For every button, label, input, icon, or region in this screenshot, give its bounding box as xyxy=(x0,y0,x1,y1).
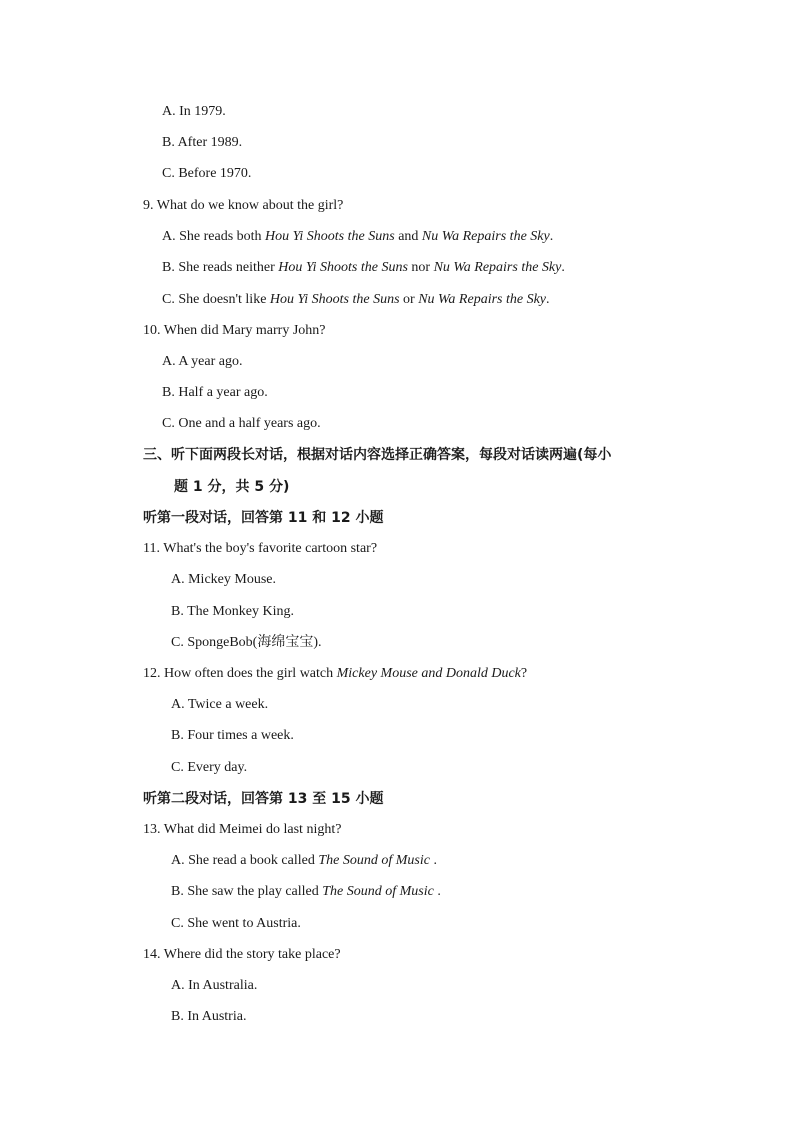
section-heading-line1: 三、听下面两段长对话，根据对话内容选择正确答案，每段对话读两遍(每小 xyxy=(143,447,612,463)
q9-option-b: B. She reads neither Hou Yi Shoots the Suns nor Nu Wa Repairs the Sky. xyxy=(162,260,565,275)
q13-question: 13. What did Meimei do last night? xyxy=(143,822,342,837)
q12-question: 12. How often does the girl watch Mickey Mouse and Donald Duck? xyxy=(143,666,528,681)
q11-option-a: A. Mickey Mouse. xyxy=(171,572,276,587)
q10-question: 10. When did Mary marry John? xyxy=(143,323,326,338)
q14-option-b: B. In Austria. xyxy=(171,1009,247,1024)
q12-option-c: C. Every day. xyxy=(171,760,248,775)
q11-question: 11. What's the boy's favorite cartoon star? xyxy=(143,541,378,556)
q13-option-c: C. She went to Austria. xyxy=(171,916,301,931)
q14-question: 14. Where did the story take place? xyxy=(143,947,341,962)
q12-option-b: B. Four times a week. xyxy=(171,728,294,743)
q10-option-b: B. Half a year ago. xyxy=(162,385,268,400)
q8-option-b: B. After 1989. xyxy=(162,135,243,150)
q8-option-a: A. In 1979. xyxy=(162,104,226,119)
q9-question: 9. What do we know about the girl? xyxy=(143,198,344,213)
q10-option-a: A. A year ago. xyxy=(162,354,243,369)
q8-option-c: C. Before 1970. xyxy=(162,166,252,181)
dialogue1-heading: 听第一段对话，回答第 11 和 12 小题 xyxy=(143,510,384,526)
q13-option-a: A. She read a book called The Sound of Music . xyxy=(171,853,437,868)
q14-option-a: A. In Australia. xyxy=(171,978,258,993)
q10-option-c: C. One and a half years ago. xyxy=(162,416,321,431)
q12-option-a: A. Twice a week. xyxy=(171,697,269,712)
q11-option-b: B. The Monkey King. xyxy=(171,604,295,619)
q9-option-c: C. She doesn't like Hou Yi Shoots the Suns or Nu Wa Repairs the Sky. xyxy=(162,292,550,307)
q11-option-c: C. SpongeBob(海绵宝宝). xyxy=(171,635,322,650)
section-heading-line2: 题 1 分，共 5 分) xyxy=(174,479,290,495)
q13-option-b: B. She saw the play called The Sound of Music . xyxy=(171,884,441,899)
dialogue2-heading: 听第二段对话，回答第 13 至 15 小题 xyxy=(143,791,384,807)
q9-option-a: A. She reads both Hou Yi Shoots the Suns and Nu Wa Repairs the Sky. xyxy=(162,229,554,244)
